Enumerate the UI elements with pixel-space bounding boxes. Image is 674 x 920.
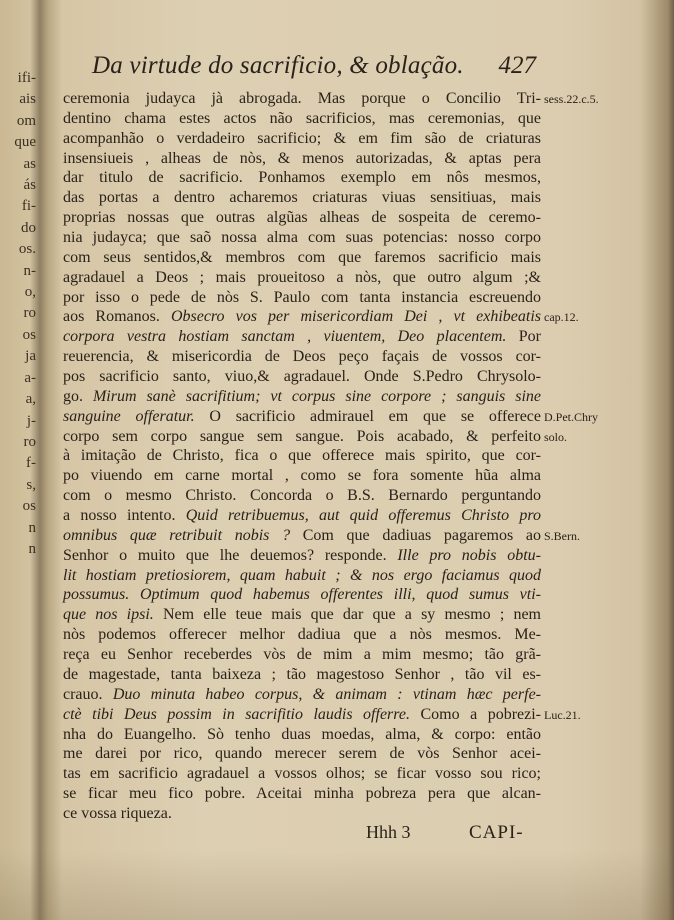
text-segment: reuerencia, & misericordia de Deos peço façais de vossos cor-: [63, 348, 541, 366]
fragment-line: f-: [26, 455, 36, 472]
latin-quotation: que nos ipsi.: [63, 606, 154, 624]
marginal-note: Luc.21.: [544, 707, 581, 722]
text-segment: a nosso intento.: [63, 507, 186, 525]
text-segment: pos sacrificio santo, viuo,& agradauel. Onde S.Pedro Chrysolo-: [63, 368, 541, 386]
marginal-note: S.Bern.: [544, 528, 580, 543]
text-segment: se ficar meu fico pobre. Aceitai minha pobreza pera que alcan-: [63, 785, 541, 803]
text-segment: das portas a dentro acharemos criaturas viuas sensitiuas, mais: [63, 189, 541, 207]
fragment-line: n: [28, 540, 36, 557]
text-segment: agradauel a Deos ; mais proueitoso a nòs, que outro algum ;&: [63, 268, 541, 286]
fragment-line: n: [28, 519, 36, 536]
previous-page-edge: [2, 68, 36, 560]
fragment-line: s,: [26, 476, 36, 493]
text-line: [63, 228, 541, 248]
text-segment: po viuendo em carne mortal , como se fora somente hũa alma: [63, 467, 541, 485]
text-line: [63, 327, 541, 347]
fragment-line: o,: [24, 284, 36, 301]
fragment-line: que: [14, 134, 36, 151]
text-line: [63, 407, 541, 427]
text-segment: crauo.: [63, 685, 113, 703]
text-line: [63, 109, 541, 129]
latin-quotation: lit hostiam pretiosiorem, quam habuit ; & nos ergo faciamus quod: [63, 566, 541, 584]
fragment-line: ro: [23, 305, 36, 322]
fragment-line: ás: [23, 177, 36, 194]
text-segment: à imitação de Christo, fica o que offerece mais spirito, que cor-: [63, 447, 541, 465]
text-line: [63, 427, 541, 447]
catchword: CAPI-: [469, 822, 524, 843]
latin-quotation: Obsecro vos per misericordiam Dei , vt exhibeatis: [170, 308, 541, 326]
fragment-line: do: [21, 219, 36, 236]
text-line: [63, 268, 541, 288]
fragment-line: n-: [23, 262, 36, 279]
text-line: [63, 685, 541, 705]
text-line: [63, 804, 541, 824]
marginal-note: sess.22.c.5.: [544, 92, 599, 106]
page-number: 427: [498, 52, 536, 79]
text-line: [63, 725, 541, 745]
text-segment: Por: [506, 328, 542, 346]
latin-quotation: ctè tibi Deus possim in sacrifitio laudis offerre.: [63, 705, 411, 723]
text-line: [63, 645, 541, 665]
fragment-line: as: [23, 155, 36, 172]
fragment-line: j-: [26, 412, 36, 429]
text-line: [63, 387, 541, 407]
text-segment: corpo sem corpo sangue sem sangue. Pois acabado, & perfeito: [63, 427, 541, 445]
fragment-line: ro: [23, 433, 36, 450]
latin-quotation: sanguine offeratur.: [63, 407, 195, 425]
text-line: [63, 585, 541, 605]
fragment-line: ifi-: [17, 70, 36, 86]
latin-quotation: Ille pro nobis obtu-: [397, 546, 542, 564]
text-line: [63, 347, 541, 367]
text-line: [63, 89, 541, 109]
text-segment: com seus sentidos,& membros com que faremos sacrificio mais: [63, 248, 541, 266]
fragment-line: a,: [25, 391, 36, 408]
latin-quotation: Mirum sanè sacrifitium; vt corpus sine corpore ; sanguis sine: [92, 387, 542, 405]
marginal-note: solo.: [544, 429, 568, 444]
text-line: [63, 605, 541, 625]
text-line: [63, 466, 541, 486]
text-segment: de magestade, tanta baixeza ; tão magestoso Senhor , tão vil es-: [63, 665, 541, 683]
body-text: [63, 89, 541, 824]
text-line: [63, 566, 541, 586]
text-segment: Senhor o muito que lhe deuemos? responde.: [63, 546, 398, 564]
text-line: [63, 129, 541, 149]
text-line: [63, 784, 541, 804]
text-line: [63, 744, 541, 764]
latin-quotation: corpora vestra hostiam sanctam , viuentem, Deo placentem.: [63, 328, 507, 346]
marginal-note: D.Pet.Chry: [544, 409, 598, 424]
fragment-line: om: [16, 112, 36, 129]
text-segment: insensiueis , alheas de nòs, & menos autorizadas, & aptas pera: [63, 149, 541, 167]
text-line: [63, 526, 541, 546]
text-segment: me darei por rico, quando merecer serem de vòs Senhor acei-: [63, 745, 541, 763]
text-segment: nha do Euangelho. Sò tenho duas moedas, alma, & corpo: então: [63, 725, 541, 743]
text-line: [63, 506, 541, 526]
running-header: [92, 50, 536, 84]
latin-quotation: omnibus quæ retribuit nobis ?: [63, 526, 291, 544]
text-line: [63, 546, 541, 566]
text-segment: acompanhão o verdadeiro sacrificio; & em fim são de criaturas: [63, 129, 541, 147]
page-shading: [0, 850, 674, 920]
text-segment: nòs podemos offerecer melhor dadiua que a nòs mesmos. Me-: [63, 626, 541, 644]
fragment-line: ais: [19, 91, 36, 108]
text-segment: reça eu Senhor receberdes vòs de mim a mim mesmo; tão grã-: [63, 646, 541, 664]
fragment-line: os: [22, 498, 36, 515]
text-segment: dar titulo de sacrificio. Ponhamos exemplo em nôs mesmos,: [63, 169, 541, 187]
fragment-line: os.: [18, 241, 36, 258]
text-segment: proprias nossas que outras algũas alheas de sospeita de ceremo-: [63, 209, 541, 227]
text-line: [63, 248, 541, 268]
signature-mark: Hhh 3: [366, 822, 411, 842]
text-segment: tas em sacrificio agradauel a vossos olhos; se ficar vosso sou rico;: [63, 765, 541, 783]
fragment-line: ja: [25, 348, 36, 365]
text-line: [63, 705, 541, 725]
text-segment: Nem elle teue mais que dar que a sy mesmo ; nem: [153, 606, 541, 624]
text-line: [63, 168, 541, 188]
running-title: Da virtude do sacrificio, & oblação.: [92, 52, 464, 79]
text-segment: go.: [63, 387, 93, 405]
text-line: [63, 625, 541, 645]
text-segment: Como a pobrezi-: [410, 705, 541, 723]
text-segment: dentino chama estes actos não sacrificios, mas ceremonias, que: [63, 109, 541, 127]
text-segment: O sacrificio admirauel em que se offerece: [194, 407, 542, 425]
text-segment: ceremonia judayca jà abrogada. Mas porque o Concilio Tri-: [63, 90, 541, 107]
text-line: [63, 149, 541, 169]
text-segment: nia judayca; que saõ nossa alma com suas potencias: nosso corpo: [63, 229, 541, 247]
text-segment: por isso o pede de nòs S. Paulo com tanta instancia escreuendo: [63, 288, 541, 306]
text-line: [63, 188, 541, 208]
latin-quotation: Duo minuta habeo corpus, & animam : vtinam hæc perfe-: [112, 685, 541, 703]
latin-quotation: possumus. Optimum quod habemus offerentes illi, quod sumus vti-: [63, 586, 541, 604]
text-line: [63, 764, 541, 784]
fragment-line: a-: [24, 369, 36, 386]
fragment-line: fi-: [21, 198, 36, 215]
text-segment: aos Romanos.: [63, 308, 171, 326]
text-line: [63, 307, 541, 327]
text-line: [63, 208, 541, 228]
text-segment: ce vossa riqueza.: [63, 804, 172, 822]
text-segment: com o mesmo Christo. Concorda o B.S. Bernardo perguntando: [63, 487, 541, 505]
text-segment: Com que dadiuas pagaremos ao: [290, 526, 541, 544]
text-line: [63, 665, 541, 685]
text-line: [63, 486, 541, 506]
text-line: [63, 288, 541, 308]
latin-quotation: Quid retribuemus, aut quid offeremus Christo pro: [185, 507, 541, 525]
marginal-note: cap.12.: [544, 310, 579, 325]
text-line: [63, 367, 541, 387]
fragment-line: os: [22, 326, 36, 343]
text-line: [63, 446, 541, 466]
